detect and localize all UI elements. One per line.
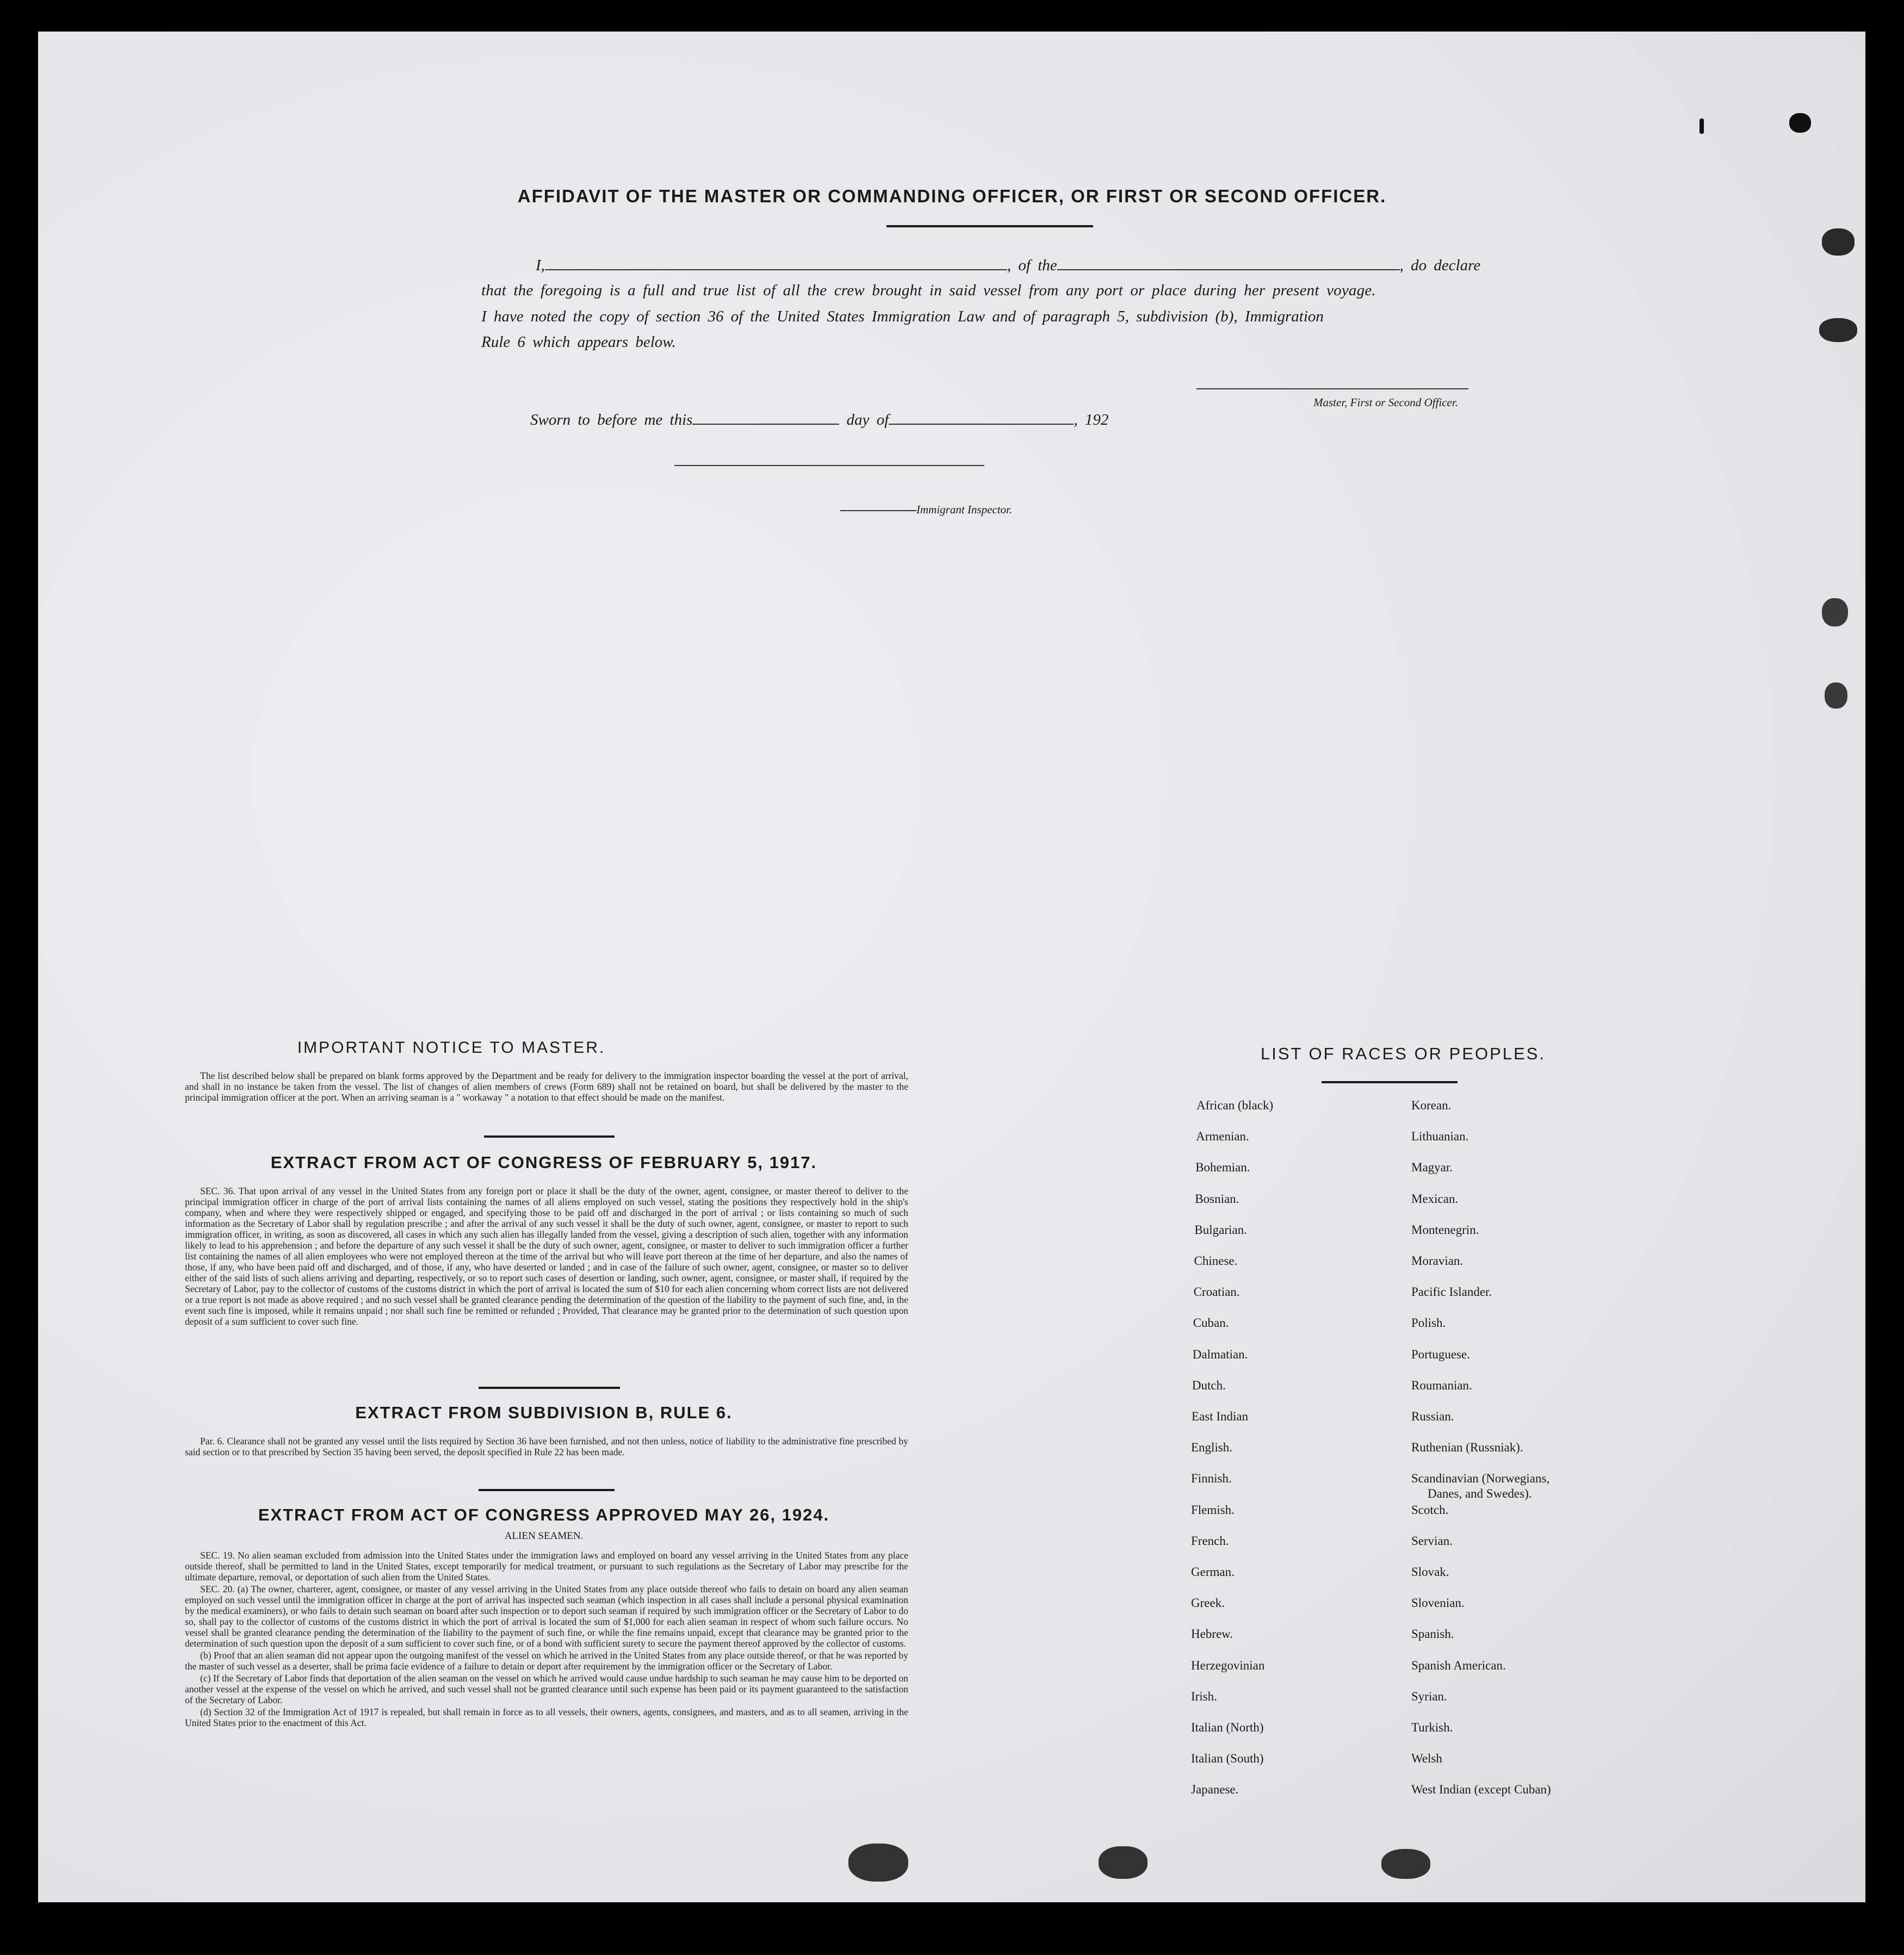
sec-20c-text: (c) If the Secretary of Labor finds that deportation of the alien seaman on the vessel on which he arrived would cause undue hardship to such seaman he may cause him to be deported on another vessel at the expense of the vessel on which he arrived, and such vessel shall not be granted clearance until such expense has been paid or its payment guaranteed to the satisfaction of the Secretary of Labor. [185, 1673, 908, 1705]
rule-6-title: EXTRACT FROM SUBDIVISION B, RULE 6. [355, 1403, 733, 1422]
year-label: , 192 [1074, 411, 1109, 429]
day-of-label: day of [846, 411, 889, 429]
punch-hole-blot [1822, 228, 1855, 256]
race-item: Turkish. [1411, 1721, 1453, 1734]
race-item: Dalmatian. [1192, 1347, 1248, 1361]
notice-text: The list described below shall be prepared on blank forms approved by the Department and be ready for delivery to the immigration inspector boarding the vessel at the port of arrival, and shall in no instance be taken from the vessel. The list of changes of alien members of crews (Form 689) shall not be retained on board, but shall be delivered by the master to the principal immigration officer at the port. When an arriving seaman is a " workaway " a notation to that effect should be made on the manifest. [185, 1070, 908, 1103]
race-item: Spanish American. [1411, 1658, 1506, 1672]
extract-1924-text [185, 1550, 908, 1729]
race-item: Slovak. [1411, 1565, 1449, 1579]
inspector-line-lower [840, 503, 1012, 517]
race-item: Servian. [1411, 1534, 1453, 1548]
inspector-label: Immigrant Inspector. [916, 503, 1013, 516]
punch-hole-blot [1099, 1846, 1148, 1879]
affidavit-do-declare: , do declare [1399, 257, 1481, 274]
punch-hole-blot [1819, 318, 1857, 342]
race-item: Chinese. [1194, 1254, 1238, 1268]
punch-hole-blot [1825, 682, 1847, 709]
sworn-label: Sworn to before me this [530, 411, 693, 429]
affidavit-title: AFFIDAVIT OF THE MASTER OR COMMANDING OFFICER, OR FIRST OR SECOND OFFICER. [517, 186, 1387, 206]
affidavit-i: I, [536, 257, 545, 274]
title-rule [886, 225, 1093, 227]
sec-20a-text: SEC. 20. (a) The owner, charterer, agent, consignee, or master of any vessel arriving in the United States from any place outside thereof who fails to detain on board any alien seaman employed on such vessel until the immigration officer in charge at the port of arrival has inspected such seaman (which inspection in all cases shall include a personal physical examination by the medical examiners), or who fails to detain such seaman on board after such inspection or to deport such seaman if required by such immigration officer or the Secretary of Labor to do so, shall pay to the collector of customs of the customs district in which the port of arrival is located the sum of $1,000 for each alien seaman in respect of whom such failure occurs. No vessel shall be granted clearance pending the determination of the liability to the payment of such fine, or while the fine remains unpaid, except that clearance may be granted prior to the determination of such question upon the deposit of a sum sufficient to cover such fine, or of a bond with sufficient surety to secure the payment thereof approved by the collector of customs. [185, 1584, 908, 1649]
race-item: Ruthenian (Russniak). [1411, 1441, 1523, 1455]
section-rule [479, 1387, 620, 1389]
race-item: Herzegovinian [1191, 1658, 1265, 1672]
race-item: Spanish. [1411, 1627, 1454, 1641]
sec-20b-text: (b) Proof that an alien seaman did not appear upon the outgoing manifest of the vessel on which he arrived in the United States from any place outside thereof, or that he was reported by the master of such vessel as a deserter, shall be prima facie evidence of a failure to detain or deport after requirement by the immigration officer or the Secretary of Labor. [185, 1650, 908, 1672]
races-title: LIST OF RACES OR PEOPLES. [1260, 1044, 1546, 1063]
sworn-line [530, 411, 1108, 429]
races-rule [1322, 1081, 1458, 1083]
punch-hole-blot [1381, 1849, 1430, 1879]
inspector-line-upper [674, 465, 984, 466]
affidavit-line-4: Rule 6 which appears below. [481, 333, 676, 351]
punch-hole-blot [848, 1844, 908, 1882]
race-item: Greek. [1191, 1596, 1225, 1610]
race-item: Welsh [1411, 1752, 1442, 1766]
race-item: Roumanian. [1411, 1378, 1472, 1392]
race-item: East Indian [1192, 1410, 1249, 1423]
race-item: German. [1191, 1565, 1235, 1579]
race-item: Irish. [1191, 1689, 1217, 1703]
race-item: French. [1191, 1534, 1229, 1548]
race-item: Finnish. [1191, 1472, 1232, 1486]
race-item: Italian (South) [1191, 1752, 1264, 1766]
race-item: Mexican. [1411, 1191, 1459, 1206]
race-item: Bohemian. [1195, 1160, 1250, 1175]
notice-title: IMPORTANT NOTICE TO MASTER. [297, 1039, 606, 1057]
sec-20d-text: (d) Section 32 of the Immigration Act of 1917 is repealed, but shall remain in force as to all vessels, their owners, agents, consignees, and masters, and as to all seamen, arriving in the United States prior to the enactment of this Act. [185, 1706, 908, 1728]
race-item: Scandinavian (Norwegians, [1411, 1472, 1550, 1486]
section-36-text: SEC. 36. That upon arrival of any vessel in the United States from any foreign port or place it shall be the duty of the owner, agent, consignee, or master thereof to deliver to the principal immigration officer in charge of the port of arrival lists containing the names of all aliens employed on such vessel, stating the positions they respectively hold in the ship's company, when and where they were respectively shipped or engaged, and specifying those to be paid off and discharged in the port of arrival ; or lists containing so much of such information as the Secretary of Labor shall by regulation prescribe ; and after the arrival of any such vessel it shall be the duty of such owner, agent, consignee, or master to report to such immigration officer, in writing, as soon as discovered, all cases in which any such alien has illegally landed from the vessel, giving a description of such alien, together with any information likely to lead to his apprehension ; and before the departure of any such vessel it shall be the duty of such owner, agent, consignee, or master to deliver to such immigration officer a further list containing the names of all alien employees who were not employed thereon at the time of the arrival but who will leave port thereon at the time of her departure, and also the names of those, if any, who have been paid off and discharged, and of those, if any, who have deserted or landed ; and in case of the failure of such owner, agent, consignee, or master so to deliver either of the said lists of such aliens arriving and departing, respectively, or so to report such cases of desertion or landing, such owner, agent, consignee, or master shall, if required by the Secretary of Labor, pay to the collector of customs of the customs district in which the port of arrival is located the sum of $10 for each alien concerning whom correct lists are not delivered or a true report is not made as above required ; and no such vessel shall be granted clearance pending the determination of the question of the liability to the payment of such fine, and, in the event such fine is imposed, while it remains unpaid ; nor shall such fine be remitted or refunded ; Provided, That clearance may be granted prior to the determination of such question upon deposit of a sum sufficient to cover such fine. [185, 1186, 908, 1327]
race-item: Armenian. [1196, 1129, 1249, 1144]
race-item: Portuguese. [1411, 1347, 1470, 1361]
race-item: Syrian. [1411, 1689, 1447, 1703]
race-item: Moravian. [1411, 1254, 1463, 1268]
rule-6-text: Par. 6. Clearance shall not be granted any vessel until the lists required by Section 36 have been furnished, and not then unless, notice of liability to the administrative fine prescribed by said section or to that prescribed by Section 35 having been served, the deposit specified in Rule 22 has been made. [185, 1436, 908, 1457]
race-item: West Indian (except Cuban) [1411, 1783, 1551, 1797]
punch-hole-blot [1700, 119, 1704, 134]
race-item: Bulgarian. [1194, 1222, 1247, 1237]
race-item: Scotch. [1411, 1503, 1449, 1517]
race-item: Korean. [1411, 1098, 1452, 1112]
race-item: Polish. [1411, 1316, 1446, 1330]
section-rule [484, 1135, 615, 1138]
race-item: Dutch. [1192, 1378, 1226, 1392]
race-item: Flemish. [1191, 1503, 1235, 1517]
sec-19-text: SEC. 19. No alien seaman excluded from admission into the United States under the immigration laws and employed on board any vessel arriving in the United States from any place outside thereof, shall be permitted to land in the United States, except temporarily for medical treatment, or pursuant to such regulations as the Secretary of Labor may prescribe for the ultimate departure, removal, or deportation of such alien from the United States. [185, 1550, 908, 1582]
extract-1924-title: EXTRACT FROM ACT OF CONGRESS APPROVED MAY 26, 1924. [258, 1505, 830, 1524]
race-item: Bosnian. [1195, 1191, 1239, 1206]
race-item: Cuban. [1193, 1316, 1229, 1330]
affidavit-line-3: I have noted the copy of section 36 of the United States Immigration Law and of paragraph 5, subdivision (b), Immigration [481, 308, 1324, 325]
race-item: Lithuanian. [1411, 1129, 1469, 1144]
race-item: English. [1191, 1441, 1233, 1455]
section-rule [479, 1489, 615, 1491]
affidavit-of-the: , of the [1007, 257, 1057, 274]
race-item: Italian (North) [1191, 1721, 1264, 1734]
extract-1917-title: EXTRACT FROM ACT OF CONGRESS OF FEBRUARY 5, 1917. [270, 1153, 817, 1172]
punch-hole-blot [1789, 113, 1811, 133]
race-item: African (black) [1196, 1098, 1274, 1112]
race-item: Montenegrin. [1411, 1222, 1479, 1237]
master-label: Master, First or Second Officer. [1313, 396, 1458, 409]
race-item: Russian. [1411, 1410, 1454, 1423]
race-item-continued: Danes, and Swedes). [1428, 1487, 1532, 1501]
master-signature-line [1196, 388, 1468, 389]
race-item: Magyar. [1411, 1160, 1453, 1175]
race-item: Slovenian. [1411, 1596, 1465, 1610]
affidavit-line-2: that the foregoing is a full and true list of all the crew brought in said vessel from any port or place during her present voyage. [481, 282, 1376, 299]
alien-seamen-subtitle: ALIEN SEAMEN. [504, 1530, 584, 1542]
affidavit-line-1 [536, 257, 1480, 275]
race-item: Japanese. [1191, 1783, 1239, 1797]
race-item: Croatian. [1193, 1285, 1240, 1299]
race-item: Pacific Islander. [1411, 1285, 1492, 1299]
race-item: Hebrew. [1191, 1627, 1233, 1641]
punch-hole-blot [1822, 598, 1848, 626]
